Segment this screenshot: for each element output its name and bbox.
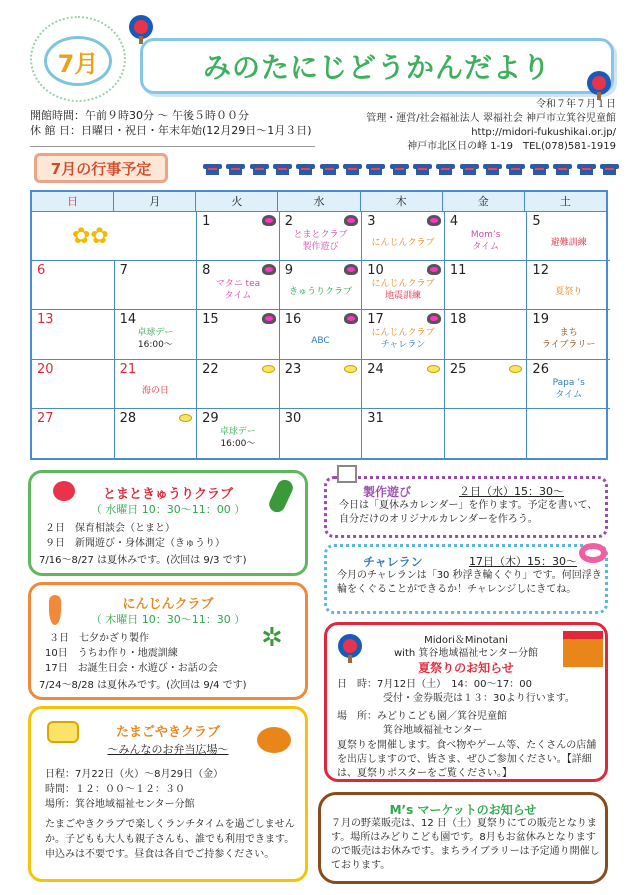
calendar-event: ライブラリー — [541, 340, 596, 351]
shirt-icon — [603, 164, 616, 175]
shirt-icon — [393, 164, 406, 175]
swim-ring-icon — [579, 543, 607, 563]
karaoke-icon — [427, 313, 441, 324]
calendar-day-cell — [362, 360, 445, 409]
shirt-icon — [276, 164, 289, 175]
calendar-day-cell — [362, 212, 445, 261]
karaoke-icon — [262, 313, 276, 324]
calendar-day-cell — [280, 360, 363, 409]
day-number: 26 — [532, 361, 549, 377]
shirt-icon — [533, 164, 546, 175]
day-number: 3 — [367, 214, 376, 229]
day-number: 1 — [202, 214, 211, 229]
opening-info — [30, 108, 312, 138]
tamagoyaki-club-box — [28, 706, 308, 882]
shirt-icon — [486, 164, 499, 175]
whistle-icon — [179, 414, 192, 422]
market-title: M’s マーケットのお知らせ — [389, 803, 537, 817]
calendar-event: チャレラン — [380, 340, 426, 351]
calendar-weekday-header — [32, 192, 606, 212]
tamagoyaki-time: 時間：１２：００～１２：３０ — [45, 784, 185, 795]
tamagoyaki-club-subtitle: ～みんなのお弁当広場～ — [107, 743, 229, 756]
calendar-day-cell — [115, 409, 198, 458]
calendar-day-cell — [527, 212, 610, 261]
day-number: 11 — [449, 263, 467, 279]
day-number: 28 — [119, 410, 137, 426]
weekday-header: 月 — [114, 192, 196, 211]
opening-hours: 開館時間：午前９時30分 ～ 午後５時００分 — [30, 109, 249, 122]
operator: 管理・運営/社会福祉法人 翠福社会 神戸市立箕谷児童館 — [366, 113, 616, 124]
calendar-day-cell — [197, 360, 280, 409]
day-number: 22 — [202, 361, 219, 377]
calendar-event: にんじんクラブ — [371, 328, 435, 339]
calendar-event: 製作遊び — [302, 242, 339, 252]
festival-place-2: 箕谷地域福祉センター — [383, 725, 483, 736]
day-number: 16 — [284, 312, 302, 328]
challeran-when: 17日（木）15：30～ — [469, 555, 577, 568]
shirt-icon — [509, 164, 522, 175]
tomato-cucumber-club-box — [28, 470, 308, 576]
day-number: 17 — [367, 312, 384, 328]
day-number: 12 — [532, 263, 549, 279]
day-number: 29 — [202, 410, 219, 426]
shirt-icon — [463, 164, 476, 175]
day-number: 10 — [367, 263, 384, 279]
calendar-event: 夏祭り — [555, 287, 583, 298]
weekday-header: 日 — [32, 192, 114, 211]
calendar-day-cell — [280, 261, 363, 310]
calendar-event: マタニ tea — [215, 279, 261, 290]
day-number: 23 — [284, 361, 302, 377]
calendar-day-cell — [115, 261, 198, 310]
festival-body: 夏祭りを開催します。食べ物やゲーム等、たくさんの店舗を出店しますので、皆さま、ぜひご参加ください。【詳細は、夏祭りポスターをご覧ください。】 — [337, 740, 597, 779]
tamagoyaki-place: 場所：箕谷地域福祉センター分館 — [45, 799, 195, 810]
challeran-body: 今月のチャレランは「30 秒浮き輪くぐり」です。何回浮き輪をくぐることができるか！チャレンジしにきてね。 — [337, 570, 602, 595]
calendar-day-cell — [32, 409, 115, 458]
schedule-title: 7月の行事予定 — [34, 153, 168, 183]
craft-when: ２日（水）15：30～ — [459, 485, 564, 498]
festival-reception: 受付・金券販売は１３：30より行います。 — [383, 693, 575, 704]
summer-festival-box — [324, 622, 608, 782]
craft-title: 製作遊び — [363, 485, 412, 499]
calendar-day-cell — [445, 212, 528, 261]
calendar-day-cell — [32, 261, 115, 310]
carrot-club-time: （ 木曜日 10：30～11：30 ） — [90, 613, 246, 626]
carrot-line-4: 7/24～8/28 は夏休みです。(次回は 9/4 です) — [39, 680, 247, 691]
calendar-day-cell — [445, 261, 528, 310]
calendar-event: まち — [559, 328, 578, 339]
calendar-event: 16:00～ — [220, 438, 256, 449]
karaoke-icon — [427, 264, 441, 275]
day-number: 18 — [449, 312, 467, 328]
shirt-garland — [206, 160, 616, 178]
calendar-event: にんじんクラブ — [371, 238, 435, 248]
calendar-event: とまとクラブ — [293, 230, 348, 240]
day-number: 21 — [119, 361, 137, 377]
tomato-line-1: ２日 保育相談会（とまと） — [45, 523, 175, 534]
calendar-event: Mom’s — [470, 230, 501, 240]
calendar-day-cell — [32, 310, 115, 359]
website-link[interactable]: http://midori-fukushikai.or.jp/ — [471, 127, 616, 138]
calendar-day-cell — [362, 310, 445, 359]
tomato-club-title: とまときゅうりクラブ — [102, 487, 233, 502]
calendar-day-cell — [280, 409, 363, 458]
shirt-icon — [229, 164, 242, 175]
day-number: 27 — [37, 410, 54, 426]
shirt-icon — [556, 164, 569, 175]
carrot-line-2: 10日 うちわ作り・地震訓練 — [45, 648, 178, 659]
day-number: 20 — [37, 361, 54, 377]
weekday-header: 土 — [559, 195, 571, 208]
sunflower-icon: ✿✿ — [72, 224, 109, 249]
karaoke-icon — [344, 215, 358, 226]
festival-place-1: 場 所：みどりこども園／箕谷児童館 — [337, 711, 507, 722]
festival-org-1: Midori＆Minotani — [424, 635, 508, 646]
day-number: 14 — [119, 312, 137, 328]
carrot-club-box — [28, 582, 308, 700]
day-number: 31 — [367, 410, 384, 426]
calendar-day-cell — [115, 310, 198, 359]
calendar-day-cell — [32, 360, 115, 409]
shirt-icon — [580, 164, 593, 175]
divider — [30, 138, 315, 147]
tomato-line-3: 7/16～8/27 は夏休みです。(次回は 9/3 です) — [39, 555, 247, 566]
karaoke-icon — [344, 264, 358, 275]
day-number: 30 — [284, 410, 302, 426]
shirt-icon — [416, 164, 429, 175]
day-number: 13 — [37, 312, 54, 328]
day-number: 9 — [284, 263, 293, 279]
tamagoyaki-body: たまごやきクラブで楽しくランチタイムを過ごしませんか。子どもも大人も親子さんも、誰でも利用できます。申込みは不要です。昼食は各自でご持参ください。 — [45, 819, 295, 860]
calendar-day-cell — [362, 409, 445, 458]
calendar-day-cell — [280, 212, 363, 261]
day-number: 5 — [532, 214, 541, 229]
day-number: 4 — [449, 214, 459, 229]
carrot-club-title: にんじんクラブ — [122, 597, 214, 612]
festival-org-2: with 箕谷地域福祉センター分館 — [394, 648, 538, 659]
calendar-day-cell — [527, 310, 610, 359]
shirt-icon — [299, 164, 312, 175]
market-box — [318, 792, 608, 884]
karaoke-icon — [262, 215, 276, 226]
calendar-event: タイム — [555, 389, 583, 400]
tomato-line-2: ９日 新聞遊び・身体測定（きゅうり） — [45, 538, 225, 549]
whistle-icon — [509, 365, 522, 373]
day-number: 25 — [449, 361, 467, 377]
month-badge: 7月 — [44, 36, 112, 86]
calendar-day-cell — [527, 409, 610, 458]
weekday-header: 火 — [196, 192, 278, 211]
challeran-box — [324, 544, 608, 614]
calendar-event: タイム — [472, 242, 500, 252]
calendar-day-cell — [362, 261, 445, 310]
calendar-grid — [32, 212, 606, 458]
calendar-day-cell — [445, 409, 528, 458]
day-number: 15 — [202, 312, 219, 328]
tomato-club-time: （ 水曜日 10：30～11：00 ） — [90, 503, 246, 516]
day-number: 24 — [367, 361, 384, 377]
weekday-header: 金 — [443, 192, 525, 211]
day-number: 19 — [532, 312, 549, 328]
festival-title: 夏祭りのお知らせ — [418, 661, 514, 675]
calendar-day-cell — [445, 310, 528, 359]
calendar-day-cell — [32, 212, 197, 261]
karaoke-icon — [427, 215, 441, 226]
shirt-icon — [253, 164, 266, 175]
closed-days: 休 館 日：日曜日・祝日・年末年始(12月29日～1月３日) — [30, 124, 312, 137]
market-body: ７月の野菜販売は、12 日（土）夏祭りにての販売となります。場所はみどりこども園です。8月もお盆休みとなりますので販売はお休みです。まちライブラリーは予定通り開催しております。 — [331, 818, 600, 871]
calendar-event: 海の日 — [141, 385, 169, 396]
shirt-icon — [346, 164, 359, 175]
festival-date: 日 時：7月12日（土） 14：00～17：00 — [337, 679, 532, 690]
calendar-event: 卓球デー — [137, 328, 174, 339]
tamagoyaki-date: 日程：7月22日（火）～8月29日（金） — [45, 769, 224, 780]
calendar-day-cell — [115, 360, 198, 409]
calendar-event: 地震訓練 — [385, 291, 422, 302]
tamagoyaki-club-title: たまごやきクラブ — [115, 725, 220, 740]
day-number: 6 — [37, 263, 46, 279]
carrot-line-3: 17日 お誕生日会・水遊び・お話の会 — [45, 663, 218, 674]
weekday-header: 木 — [361, 192, 443, 211]
calendar-event: 卓球デー — [219, 426, 256, 437]
calendar-event: Papa ’s — [552, 377, 585, 388]
whistle-icon — [427, 365, 440, 373]
calendar — [30, 190, 608, 460]
calendar-event: きゅうりクラブ — [288, 287, 352, 298]
challeran-title: チャレラン — [363, 555, 423, 569]
calendar-event: にんじんクラブ — [371, 279, 435, 290]
newsletter-title: みのたにじどうかんだより — [140, 38, 614, 94]
karaoke-icon — [344, 313, 358, 324]
whistle-icon — [262, 365, 275, 373]
shirt-icon — [439, 164, 452, 175]
address: 神戸市北区日の峰 1-19 TEL(078)581-1919 — [407, 141, 616, 152]
tanabata-icon: ✲ — [261, 623, 283, 653]
shirt-icon — [369, 164, 382, 175]
shirt-icon — [206, 164, 219, 175]
calendar-day-cell — [527, 360, 610, 409]
day-number: 7 — [119, 263, 128, 279]
craft-body: 今日は「夏休みカレンダー」を作ります。予定を書いて、自分だけのオリジナルカレンダーを作ろう。 — [339, 500, 598, 525]
calendar-day-cell — [197, 261, 280, 310]
day-number: 8 — [202, 263, 211, 279]
calendar-event: タイム — [224, 291, 252, 302]
weekday-header: 水 — [278, 192, 360, 211]
calendar-day-cell — [197, 310, 280, 359]
calendar-day-cell — [445, 360, 528, 409]
karaoke-icon — [262, 264, 276, 275]
calendar-day-cell — [527, 261, 610, 310]
day-number: 2 — [284, 214, 293, 229]
fan-icon — [582, 70, 616, 100]
calendar-event: ABC — [311, 336, 330, 347]
whistle-icon — [344, 365, 357, 373]
calendar-icon — [337, 465, 357, 483]
calendar-event: 避難訓練 — [550, 238, 587, 248]
calendar-day-cell — [280, 310, 363, 359]
calendar-day-cell — [197, 409, 280, 458]
issue-date: 令和７年７月１日 — [536, 99, 616, 110]
shirt-icon — [323, 164, 336, 175]
calendar-day-cell — [197, 212, 280, 261]
craft-play-box — [324, 476, 608, 538]
carrot-line-1: ３日 七夕かざり製作 — [49, 633, 149, 644]
calendar-event: 16:00～ — [137, 340, 173, 351]
publisher-info — [366, 98, 616, 154]
